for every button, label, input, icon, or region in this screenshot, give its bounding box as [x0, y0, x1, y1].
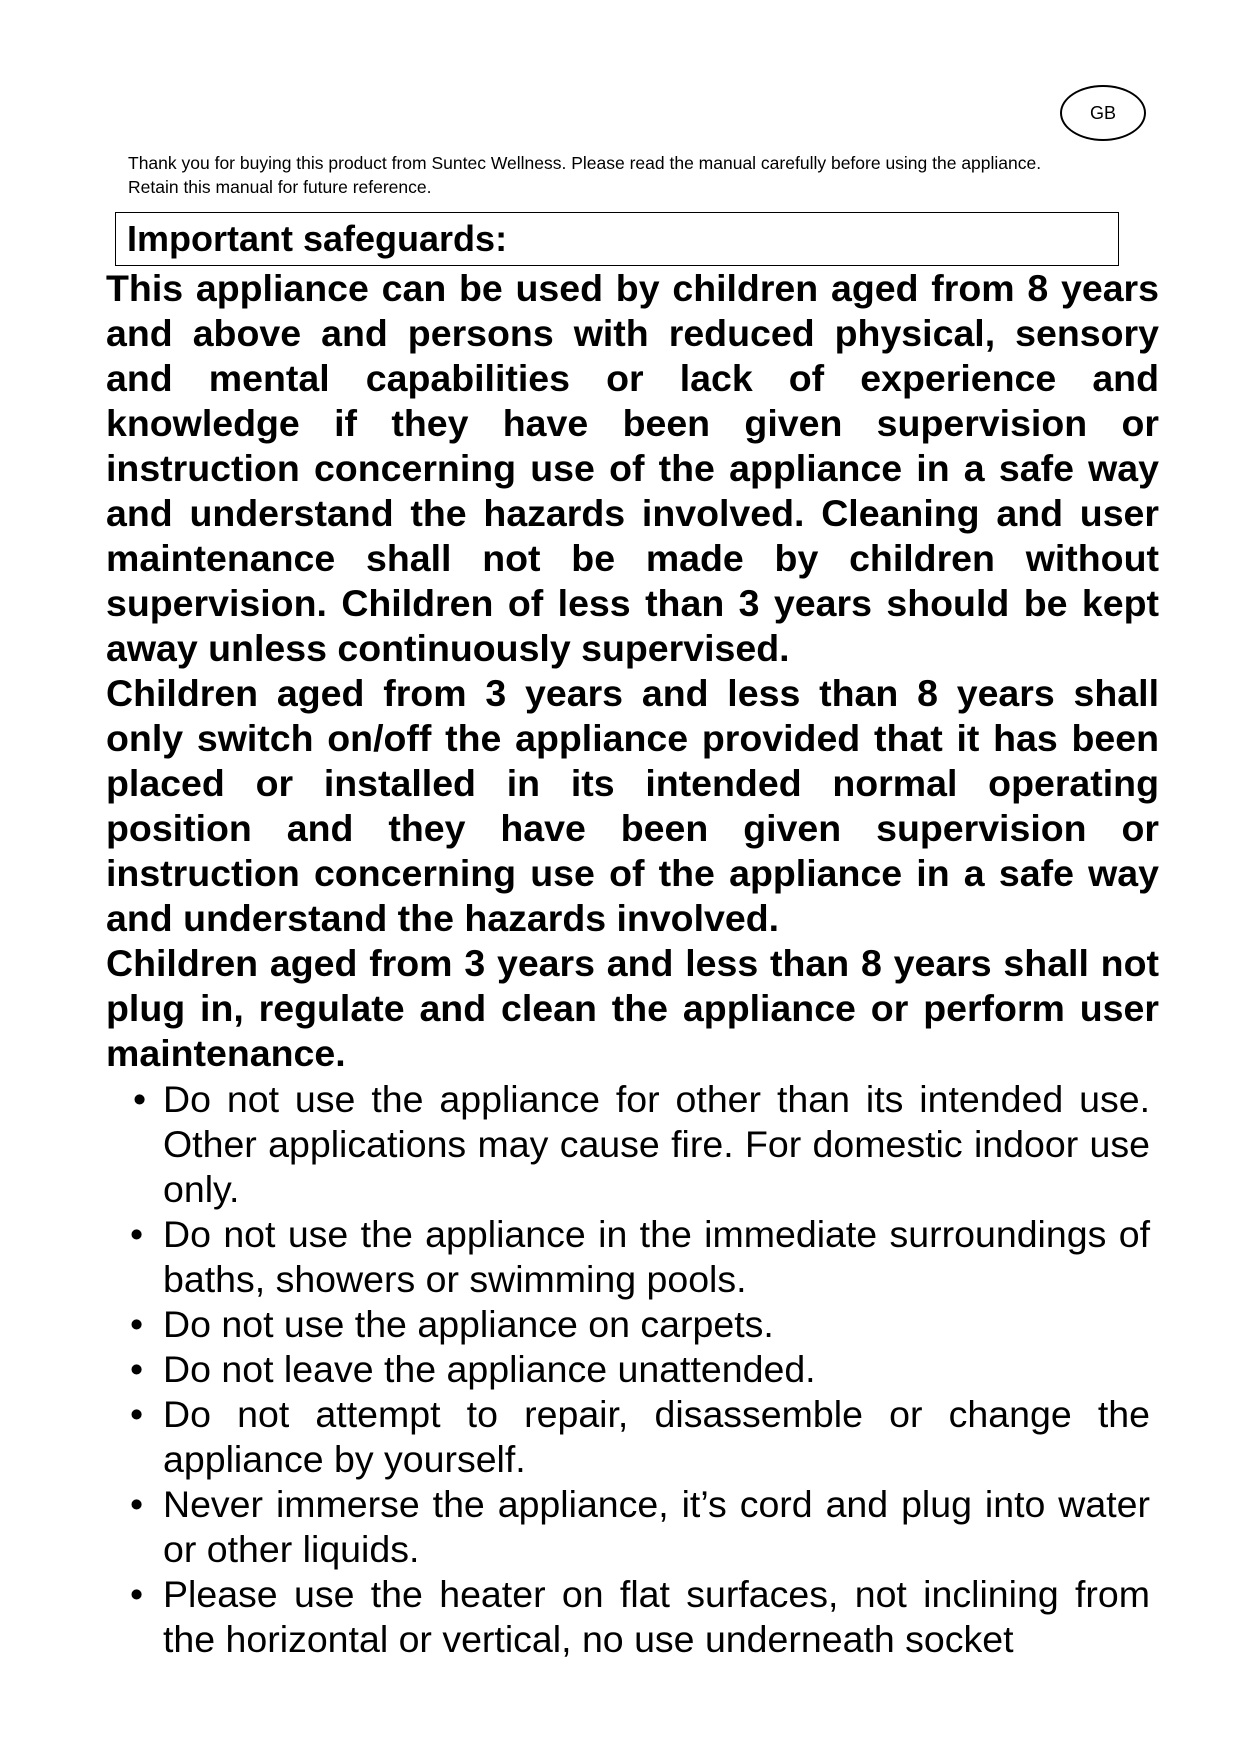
- bullet-icon: •: [130, 1213, 144, 1255]
- bullet-icon: •: [130, 1393, 144, 1435]
- list-item-text: Do not use the appliance in the immediate surroundings of baths, showers or swimming pools.: [163, 1213, 1150, 1300]
- bullet-icon: •: [130, 1483, 144, 1525]
- section-heading: Important safeguards:: [127, 218, 508, 259]
- safety-warnings: [106, 266, 1159, 1076]
- list-item: [126, 1482, 1150, 1572]
- list-item-text: Do not use the appliance on carpets.: [163, 1303, 774, 1345]
- list-item: [126, 1077, 1150, 1212]
- safety-paragraph: Children aged from 3 years and less than 8 years shall not plug in, regulate and clean the appliance or perform user maintenance.: [106, 942, 1159, 1074]
- intro-text: Thank you for buying this product from Suntec Wellness. Please read the manual carefully before using the appliance. Retain this manual for future reference.: [128, 153, 1042, 197]
- safety-paragraph: Children aged from 3 years and less than 8 years shall only switch on/off the appliance provided that it has been placed or installed in its intended normal operating position and they have been given supervision or instruction concerning use of the appliance in a safe way and understand the hazards involved.: [106, 672, 1159, 939]
- bullet-icon: •: [130, 1573, 144, 1615]
- bullet-icon: •: [133, 1078, 147, 1120]
- list-item-text: Never immerse the appliance, it’s cord and plug into water or other liquids.: [163, 1483, 1150, 1570]
- safeguard-list: [126, 1077, 1150, 1662]
- list-item-text: Do not leave the appliance unattended.: [163, 1348, 816, 1390]
- list-item: [126, 1392, 1150, 1482]
- list-item: [126, 1572, 1150, 1662]
- language-badge: [1060, 85, 1146, 141]
- list-item-text: Do not use the appliance for other than its intended use. Other applications may cause fire. For domestic indoor use only.: [163, 1078, 1150, 1210]
- list-item-text: Do not attempt to repair, disassemble or change the appliance by yourself.: [163, 1393, 1150, 1480]
- section-heading-box: [115, 212, 1119, 266]
- safety-paragraph: This appliance can be used by children aged from 8 years and above and persons with reduced physical, sensory and mental capabilities or lack of experience and knowledge if they have been given supervision or instruction concerning use of the appliance in a safe way and understand the hazards involved. Cleaning and user maintenance shall not be made by children without supervision. Children of less than 3 years should be kept away unless continuously supervised.: [106, 267, 1159, 669]
- list-item: [126, 1347, 1150, 1392]
- list-item: [126, 1302, 1150, 1347]
- list-item-text: Please use the heater on flat surfaces, not inclining from the horizontal or vertical, no use underneath socket: [163, 1573, 1150, 1660]
- bullet-icon: •: [130, 1348, 144, 1390]
- list-item: [126, 1212, 1150, 1302]
- bullet-icon: •: [130, 1303, 144, 1345]
- language-badge-label: GB: [1089, 102, 1116, 123]
